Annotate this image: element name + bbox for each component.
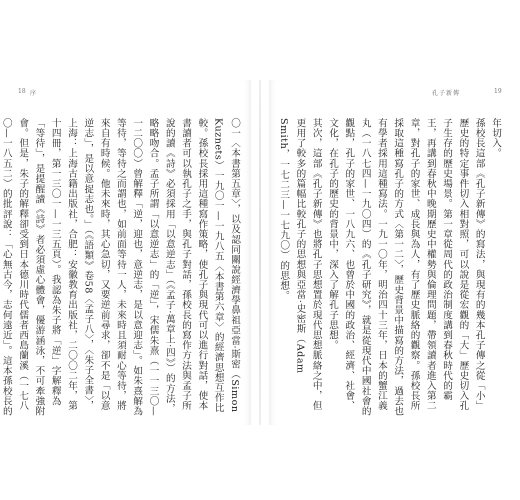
left-page-number: 18: [18, 88, 26, 95]
left-paragraph-1: 〇一〈本書第五章〉，以及認同關說經濟學鼻祖亞當·斯密（Simon Kuznets）一九〇一—一九八五〈本書第六章〉的經濟思想互作比較。孫校長採用這種寫作策略，使孔子與現代可以進行對話，使本書讀者可以執孔子之手，與孔子對話，孫校長的寫作方法與孟子所說的讀《詩》必須採用「以意逆志」（《孟子‧萬章上‧四》）的方法，略略吻合。孟子所謂「以意逆志」的「逆」，宋儒朱熹（一一三〇—一二〇〇）曾解釋「逆，迎也，意逆志，是以意迎志」。如朱熹解為等待，等待之而謂也，如前面等待一人，未來時且須耐心等待，將來自有時候。他未來時，其心急切，又要逆前尋求，卻不是「以意逆志」，是以意捉志也。」（《語類》卷58〈孟子八〉，〈朱子全書〉，上海：上海古籍出版社，合肥：安徽教育出版社，二〇〇二年，第十四冊，第一三〇一—一三五頁）。我認為朱子將「逆」字解釋為「等待」，是提醒讀《詩》者必須虛心體會，優游涵泳，不可牽強附會。但是，朱子的解釋卻受到日本德川時代儒者西島蘭溪（一七八〇—一八五二）的批評說：「心無古今，志何遠近」。這本孫校長的: [0, 118, 240, 417]
book-gutter: [259, 80, 261, 425]
right-page-number: 19: [494, 88, 502, 95]
right-paragraph-3: 其次，這部《孔子新傳》也將孔子思想置於現代思想脈絡之中，但更用了較多的篇幅比較孔子的思想與亞當·史密斯（Adam Smith，一七二三—一七九〇）的思想。: [278, 118, 322, 411]
right-page-header: 孔子新傳: [432, 90, 461, 97]
left-page-body: [0, 118, 242, 418]
right-paragraph-2: 孫校長這部《孔子新傳》的寫法，與現有的幾本孔子傳之從「小」歷史的特定事件切入相對照，可以說是從宏觀的「大」歷史切入孔子生存的歷史場景。第一章從周代的政治制度講到春秋時代的霸王，再講到春秋中晚期歷史中權勢與倫理問題，帶領讀者進入第二章，對孔子的家世、成長與為人，有了歷史脈絡的觀察。孫校長所採取這種寫孔子的方式〈第一二〉，歷史背景中描寫的方法，過去也有學者採用這種寫法。一九一〇年，明治四十三年，日本的蟹江義丸（一八七四—一九〇四）的《孔子研究》，就是從現代中國社會的觀點，孔子的家世、一八九六、也曾於中國的政治、經濟、社會、文化，在孔子的歷史的背景中，深入了解孔子思想。: [327, 118, 485, 417]
right-paragraph-1: 年切入。: [490, 118, 501, 159]
left-page-header: 序: [30, 90, 38, 97]
right-page-body: [278, 118, 503, 418]
